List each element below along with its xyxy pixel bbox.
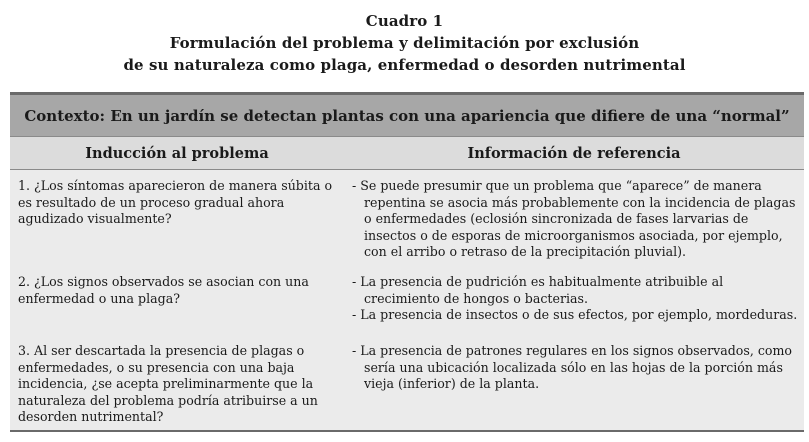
caption-number: Cuadro 1 [365,12,444,30]
caption-title-line-2: de su naturaleza como plaga, enfermedad o desorden nutrimental [123,56,686,74]
question-cell-2 [18,274,338,307]
table-body [10,170,804,432]
reference-cell-2 [352,274,798,324]
column-header-induction: Inducción al problema [85,144,269,162]
reference-item-3-1: - La presencia de patrones regulares en los signos observados, como sería una ubicación localizada sólo en las hojas de la porción más vieja (inferior) de la planta. [352,343,793,391]
reference-item-2-1: - La presencia de pudrición es habitualmente atribuible al crecimiento de hongos o bacterias. [352,274,724,306]
question-cell-3 [18,343,338,426]
reference-item-1-1: - Se puede presumir que un problema que “aparece” de manera repentina se asocia más probablemente con la incidencia de plagas o enfermedades (eclosión sincronizada de fases larvarias de insectos o de esporas de microorganismos asociada, por ejemplo, con el arribo o retraso de la precipitación pluvial). [352,178,796,259]
question-cell-1 [18,178,338,228]
reference-item-2-2: - La presencia de insectos o de sus efectos, por ejemplo, mordeduras. [352,307,798,322]
question-text-2: ¿Los signos observados se asocian con una enfermedad o una plaga? [18,274,309,306]
question-number-2: 2. [18,274,31,289]
question-text-1: ¿Los síntomas aparecieron de manera súbita o es resultado de un proceso gradual ahora agudizado visualmente? [18,178,333,226]
table-caption [0,10,809,76]
column-header-row [10,136,804,170]
caption-title-line-1: Formulación del problema y delimitación por exclusión [169,34,640,52]
question-number-3: 3. [18,343,31,358]
column-header-reference: Información de referencia [467,144,681,162]
question-number-1: 1. [18,178,31,193]
question-text-3: Al ser descartada la presencia de plagas o enfermedades, o su presencia con una baja incidencia, ¿se acepta preliminarmente que la naturaleza del problema podría atribuirse a un desorden nutrimental? [18,343,318,424]
reference-cell-3 [352,343,798,393]
context-row: Contexto: En un jardín se detectan plantas con una apariencia que difiere de una “normal” [10,92,804,136]
reference-cell-1 [352,178,798,261]
reference-table [10,92,804,432]
